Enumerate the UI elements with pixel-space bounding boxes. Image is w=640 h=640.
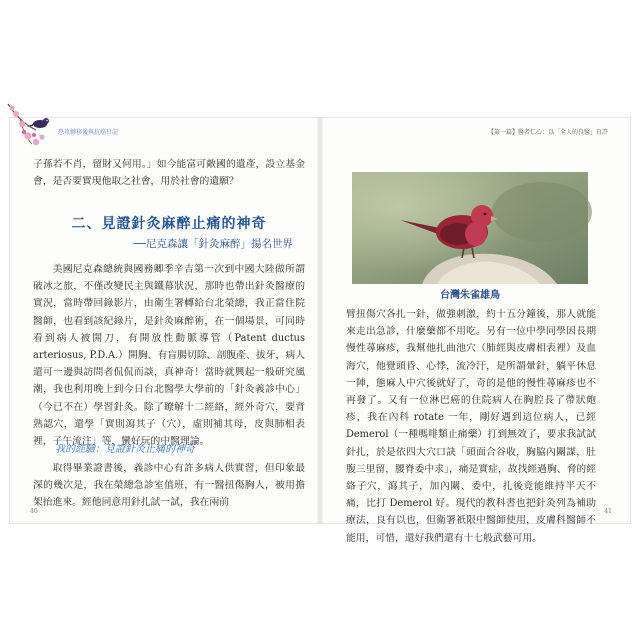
right-body-paragraph <box>346 306 596 547</box>
section-title: 二、見證針灸麻醉止痛的神奇 <box>71 216 267 232</box>
left-subsection <box>33 440 305 455</box>
paragraph: 臂扭傷穴各扎一針，做強刺激，約十五分鐘後，那人就能來走出急診，什麼藥都不用吃。另有一位中學同學因長期慢性蕁麻疹，我幫他扎曲池穴（肺經與皮膚相表裡）及血海穴，他覺頭昏、心悸，流冷汗，是所謂暈針，躺平休息一陣，態麻人中穴後就好了，奇的是他的慢性蕁麻疹也不再發了。又有一位淋巴癌的住院病人在胸腔長了帶狀皰疹，我在內科 rotate 一年，剛好遇到這位病人，已經 Demerol（一種嗎啡類止痛藥）打到無效了，要求我試試針扎，於是依四大穴口訣「頭面合谷收，胸脇內關謀，肚腹三里留，腰脊委中求」，痛是實症，故找經過胸、脅的經絡子穴，瀉其子，加內關、委中，扎後竟能維持半天不痛，比打 Demerol 好。現代的教科書也把針灸列為補助療法，良有以也，但衛署祇限中醫師使用，皮膚科醫師不能用，可惜，還好我們還有十七般武藝可用。 <box>346 309 596 544</box>
bird-photo <box>352 172 588 284</box>
left-paragraph-continued <box>33 156 305 190</box>
book-gutter <box>317 118 323 523</box>
left-experience-paragraph <box>33 460 305 512</box>
left-body-paragraph <box>33 261 305 450</box>
paragraph: 子孫若不肖，留財又何用。」如今能富可敵國的遺產，設立基金會，是否要實現他取之社會，用於社會的遺願？ <box>33 159 305 188</box>
paragraph: 美國尼克森總統與國務卿季辛吉第一次到中國大陸做所謂破冰之旅，不僅改變民主與鐵幕狀況，那時也帶出針灸醫療的實況，當時帶回錄影片，由衛生署轉給台北榮總，我正當住院醫師，也看到該紀錄片，是針灸麻醉術，在一個場景，可同時看到病人被開刀，有開放性動脈導管（Patent ductus arteriosus, P.D.A.）開胸、有盲腸切除、剖腹產、拔牙，病人還可一邊與訪問者侃侃而談，真神奇！當時就興起一般研究風潮，我也利用晚上到今日台北醫學大學前的「針灸義診中心」（今已不在）學習針灸。除了瞭解十二經絡，經外奇穴，要背熟認穴，還學「實則瀉其子（穴），虛則補其母，皮與肺相表裡，子午流注」等，蠻好玩的中醫理論。 <box>33 264 305 448</box>
page-number-left: 40 <box>30 508 38 515</box>
page-number-right: 41 <box>604 508 612 515</box>
photo-caption: 台灣朱雀雄鳥 <box>440 290 500 301</box>
bird-blossom-decoration <box>6 102 66 150</box>
section-subtitle: ──尼克森讓「針灸麻醉」揚名世界 <box>133 238 293 250</box>
running-head-right: 【第一篇】醫者仁心：以「全人的良醫」自許 <box>487 129 608 136</box>
running-head-left: 恐攻轉移後與抗癌日記 <box>58 129 119 136</box>
left-section-heading <box>33 213 305 251</box>
book-spread <box>10 118 630 544</box>
rosefinch-photo-illustration <box>352 172 588 284</box>
subsection-title: 我的經驗：見證針灸止痛的神奇 <box>55 444 195 455</box>
paragraph: 取得畢業證書後，義診中心有許多病人供實習，但印象最深的幾次是，我在榮總急診室值班，有一醫扭傷胸人，被用擔架抬進來。經他同意用針扎試一試，我在兩前 <box>33 463 305 509</box>
